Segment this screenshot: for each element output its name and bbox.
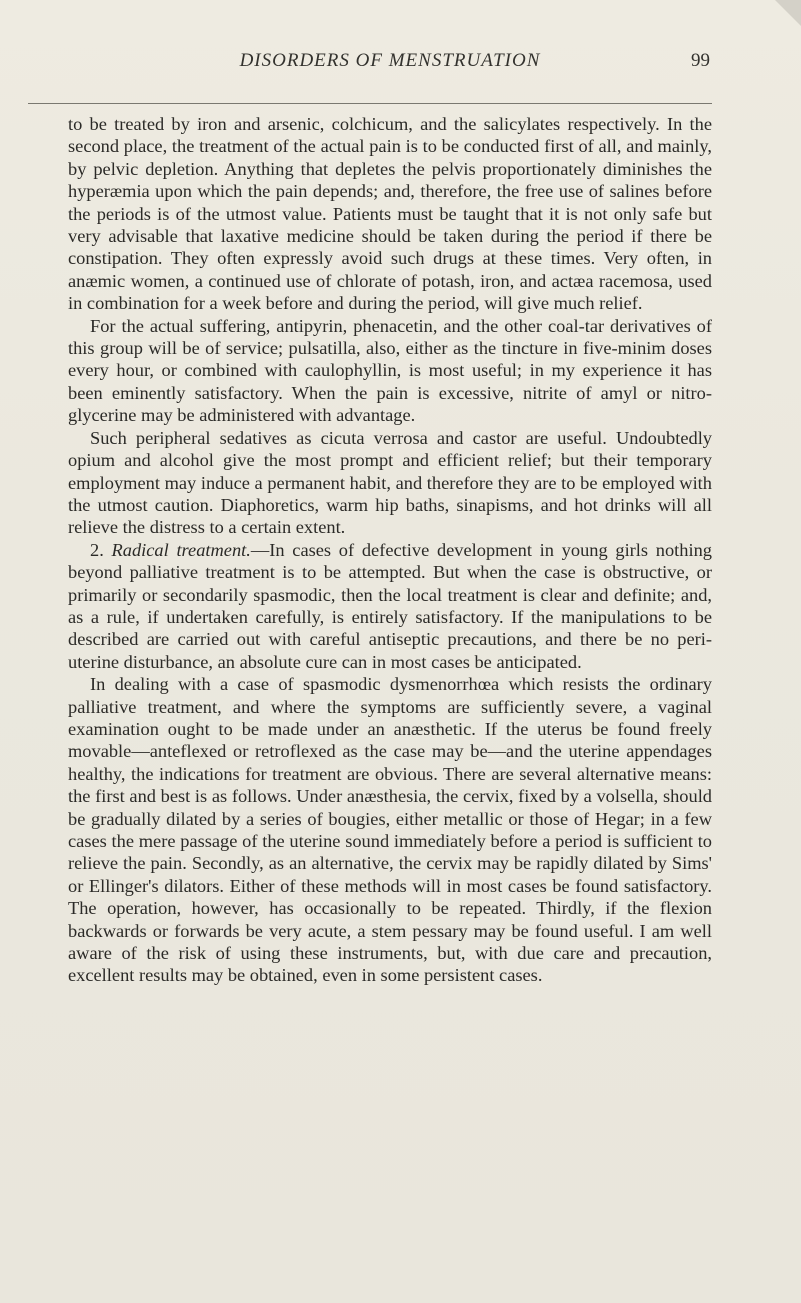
paragraph-spasmodic-dysmenorrhoea: In dealing with a case of spasmodic dysmenorrhœa which resists the ordinary palliative treatment, and where the symptoms are sufficiently severe, a vaginal examination ought to be made under an anæsthetic. If the uterus be found freely movable—anteflexed or retroflexed as the case may be—and the uterine appendages healthy, the indications for treatment are obvious. There are several alternative means: the first and best is as follows. Under anæsthesia, the cervix, fixed by a volsella, should be gradually dilated by a series of bougies, either metallic or those of Hegar; in a few cases the mere passage of the uterine sound immediately before a period is sufficient to relieve the pain. Secondly, as an alternative, the cervix may be rapidly dilated by Sims' or Ellinger's dilators. Either of these methods will in most cases be found satisfactory. The operation, however, has occasionally to be repeated. Thirdly, if the flexion backwards or forwards be very acute, a stem pessary may be found useful. I am well aware of the risk of using these instruments, but, with due care and precaution, excellent results may be obtained, even in some persistent cases. xyxy=(68,674,712,986)
section-number: 2. xyxy=(90,539,104,560)
paragraph-peripheral-sedatives: Such peripheral sedatives as cicuta verrosa and castor are useful. Undoubtedly opium and alcohol give the most prompt and efficient relief; but their temporary employment may induce a permanent habit, and therefore they are to be employed with the utmost caution. Diaphoretics, warm hip baths, sinapisms, and hot drinks will all relieve the distress to a certain extent. xyxy=(68,427,712,538)
running-title: DISORDERS OF MENSTRUATION xyxy=(239,50,541,71)
running-head xyxy=(68,44,712,84)
header-rule xyxy=(28,103,712,104)
page-number: 99 xyxy=(691,50,710,71)
paragraph-radical-treatment xyxy=(68,539,712,673)
paragraph-continued: to be treated by iron and arsenic, colchicum, and the salicylates respectively. In the second place, the treatment of the actual pain is to be conducted first of all, and mainly, by pelvic depletion. Anything that depletes the pelvis proportionately diminishes the hyperæmia upon which the pain depends; and, therefore, the free use of salines before the periods is of the utmost value. Patients must be taught that it is not only safe but very advisable that laxative medicine should be taken during the period if there be constipation. They often expressly avoid such drugs at these times. Very often, in anæmic women, a continued use of chlorate of potash, iron, and actæa racemosa, used in combination for a week before and during the period, will give much relief. xyxy=(68,114,712,314)
body-text xyxy=(68,113,712,987)
section-heading: Radical treatment. xyxy=(111,539,251,560)
section-text: —In cases of defective development in young girls nothing beyond palliative treatment is to be attempted. But when the case is obstructive, or primarily or secondarily spasmodic, then the local treatment is clear and definite; and, as a rule, if undertaken carefully, is entirely satisfactory. If the manipulations to be described are carried out with careful antiseptic precautions, and there be no peri-uterine disturbance, an absolute cure can in most cases be anticipated. xyxy=(68,539,712,672)
page-corner-fold xyxy=(775,0,801,26)
paragraph-symptomatic-drugs: For the actual suffering, antipyrin, phenacetin, and the other coal-tar derivatives of this group will be of service; pulsatilla, also, either as the tincture in five-minim doses every hour, or combined with caulophyllin, is most useful; in my experience it has been eminently satisfactory. When the pain is excessive, nitrite of amyl or nitro-glycerine may be administered with advantage. xyxy=(68,315,712,426)
